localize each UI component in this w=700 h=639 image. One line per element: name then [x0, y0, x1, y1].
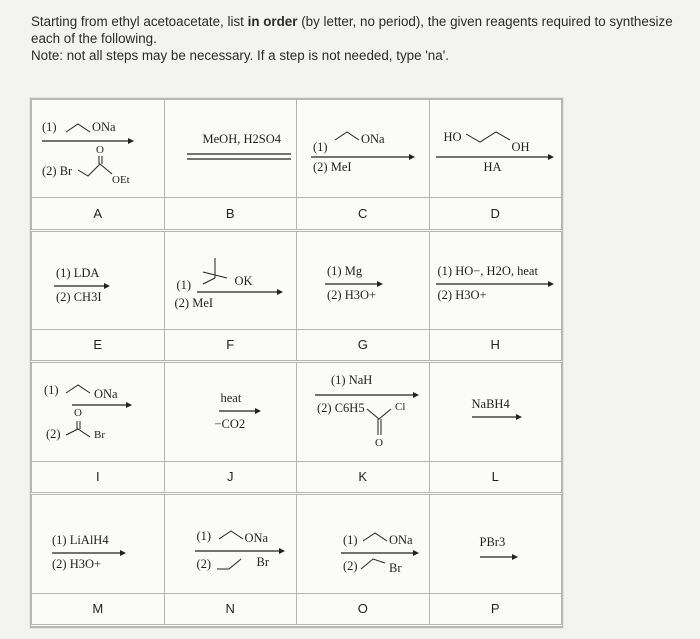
- question-line-1-b: (by letter, no period), the given reagents required to synthesize: [301, 14, 673, 29]
- question-text: [31, 13, 691, 64]
- option-label-J: [164, 461, 297, 493]
- N-ethyl-chain-icon: [217, 557, 257, 571]
- question-line-2: each of the following.: [31, 31, 157, 46]
- O-step2-reagent: Br: [389, 561, 402, 576]
- reagent-cell-O: [297, 494, 430, 593]
- A-step1: (1): [42, 120, 57, 134]
- A-ester-group: OEt: [112, 174, 130, 186]
- K-reaction-arrow-icon: [315, 391, 419, 399]
- A-carbonyl-oxygen: O: [96, 144, 104, 156]
- option-label-C: [297, 198, 430, 230]
- C-step1: (1): [313, 140, 328, 154]
- E-reaction-arrow-icon: [54, 282, 110, 290]
- M-step2: (2) H3O+: [52, 557, 102, 572]
- K-step1: (1) NaH: [331, 373, 373, 388]
- label-L: L: [491, 468, 499, 484]
- question-line-1-a: Starting from ethyl acetoacetate, list: [31, 14, 244, 29]
- reagent-cell-B: [164, 100, 297, 198]
- label-E: E: [93, 337, 103, 353]
- O-step1-reagent: ONa: [389, 533, 413, 548]
- label-D: D: [490, 205, 500, 221]
- N-step2-reagent: Br: [256, 555, 269, 570]
- reagent-cell-M: [32, 494, 165, 593]
- K-step2: (2) C6H5: [317, 401, 365, 416]
- label-P: P: [490, 600, 500, 616]
- option-label-N: [164, 593, 297, 626]
- reagent-cell-H: [429, 230, 562, 329]
- N-step1: (1): [196, 529, 212, 544]
- option-label-A: [32, 198, 165, 230]
- E-step2: (2) CH3I: [56, 289, 102, 304]
- A-reaction-arrow-icon: [42, 137, 134, 145]
- A-step2: (2) Br: [42, 164, 73, 178]
- option-label-P: [429, 593, 562, 626]
- J-condition-top: heat: [220, 391, 242, 406]
- label-G: G: [357, 337, 368, 353]
- reagent-cell-K: [297, 362, 430, 461]
- H-step1: (1) HO−, H2O, heat: [437, 263, 538, 278]
- reagent-cell-C: [297, 100, 430, 198]
- G-step2: (2) H3O+: [327, 287, 377, 302]
- I-bromine: Br: [94, 429, 105, 442]
- label-I: I: [95, 468, 100, 484]
- reagent-cell-J: [164, 362, 297, 461]
- E-step1: (1) LDA: [56, 265, 100, 280]
- D-catalyst: HA: [483, 160, 502, 174]
- C-step2: (2) MeI: [313, 160, 352, 174]
- question-line-1-bold: in order: [247, 14, 298, 29]
- F-tert-butoxide-icon: [199, 258, 235, 288]
- D-hydroxyl-right: OH: [511, 140, 530, 154]
- O-step1: (1): [343, 533, 358, 548]
- option-label-L: [429, 461, 562, 493]
- reagent-cell-F: [164, 230, 297, 329]
- K-carbonyl-oxygen: O: [375, 437, 383, 450]
- H-reaction-arrow-icon: [436, 280, 554, 288]
- M-step1: (1) LiAlH4: [52, 533, 109, 548]
- L-reagent: NaBH4: [471, 397, 510, 412]
- L-reaction-arrow-icon: [472, 413, 522, 421]
- reagent-cell-P: [429, 494, 562, 593]
- P-reagent: PBr3: [479, 535, 506, 550]
- option-label-M: [32, 593, 165, 626]
- I-step1: (1): [44, 383, 59, 398]
- F-reaction-arrow-icon: [197, 288, 283, 296]
- N-step1-reagent: ONa: [244, 531, 269, 546]
- label-N: N: [225, 600, 235, 616]
- label-H: H: [490, 337, 500, 353]
- reagent-cell-G: [297, 230, 430, 329]
- G-reaction-arrow-icon: [325, 280, 383, 288]
- label-B: B: [225, 205, 235, 221]
- I-carbonyl-oxygen: O: [74, 407, 82, 420]
- label-M: M: [92, 600, 104, 616]
- question-line-3: Note: not all steps may be necessary. If a step is not needed, type 'na'.: [31, 48, 449, 63]
- option-label-G: [297, 330, 430, 362]
- O-step2: (2): [343, 559, 358, 574]
- option-label-B: [164, 198, 297, 230]
- N-reaction-arrow-icon: [195, 547, 285, 555]
- J-reaction-arrow-icon: [219, 407, 261, 415]
- H-step2: (2) H3O+: [437, 287, 487, 302]
- option-label-H: [429, 330, 562, 362]
- label-O: O: [357, 600, 368, 616]
- option-label-F: [164, 330, 297, 362]
- reagent-cell-E: [32, 230, 165, 329]
- option-label-K: [297, 461, 430, 493]
- F-step1: (1): [176, 277, 192, 292]
- C-step1-reagent: ONa: [361, 132, 385, 146]
- reagent-cell-N: [164, 494, 297, 593]
- label-A: A: [93, 205, 103, 221]
- O-reaction-arrow-icon: [341, 549, 419, 557]
- option-label-I: [32, 461, 165, 493]
- option-label-O: [297, 593, 430, 626]
- reagent-cell-D: [429, 100, 562, 198]
- N-step2: (2): [196, 557, 212, 572]
- I-step2: (2): [46, 427, 61, 442]
- reagent-cell-L: [429, 362, 562, 461]
- label-F: F: [226, 337, 235, 353]
- B-reagent: MeOH, H2SO4: [202, 132, 281, 146]
- F-step2: (2) MeI: [174, 295, 214, 310]
- label-J: J: [227, 468, 234, 484]
- F-step1-reagent: OK: [234, 273, 253, 288]
- reagent-grid: [30, 98, 563, 628]
- M-reaction-arrow-icon: [52, 549, 126, 557]
- label-C: C: [358, 205, 368, 221]
- B-equilibrium-arrow-icon: [187, 152, 291, 162]
- option-label-E: [32, 330, 165, 362]
- D-hydroxyl-left: HO: [443, 130, 462, 144]
- J-condition-bottom: −CO2: [214, 417, 246, 432]
- G-step1: (1) Mg: [327, 263, 363, 278]
- label-K: K: [358, 468, 368, 484]
- reagent-cell-I: [32, 362, 165, 461]
- I-step1-reagent: ONa: [94, 387, 118, 402]
- option-label-D: [429, 198, 562, 230]
- A-step1-reagent: ONa: [92, 120, 116, 134]
- reagent-cell-A: [32, 100, 165, 198]
- P-reaction-arrow-icon: [480, 553, 518, 561]
- K-chlorine: Cl: [395, 401, 406, 414]
- question-line-1: [31, 13, 691, 30]
